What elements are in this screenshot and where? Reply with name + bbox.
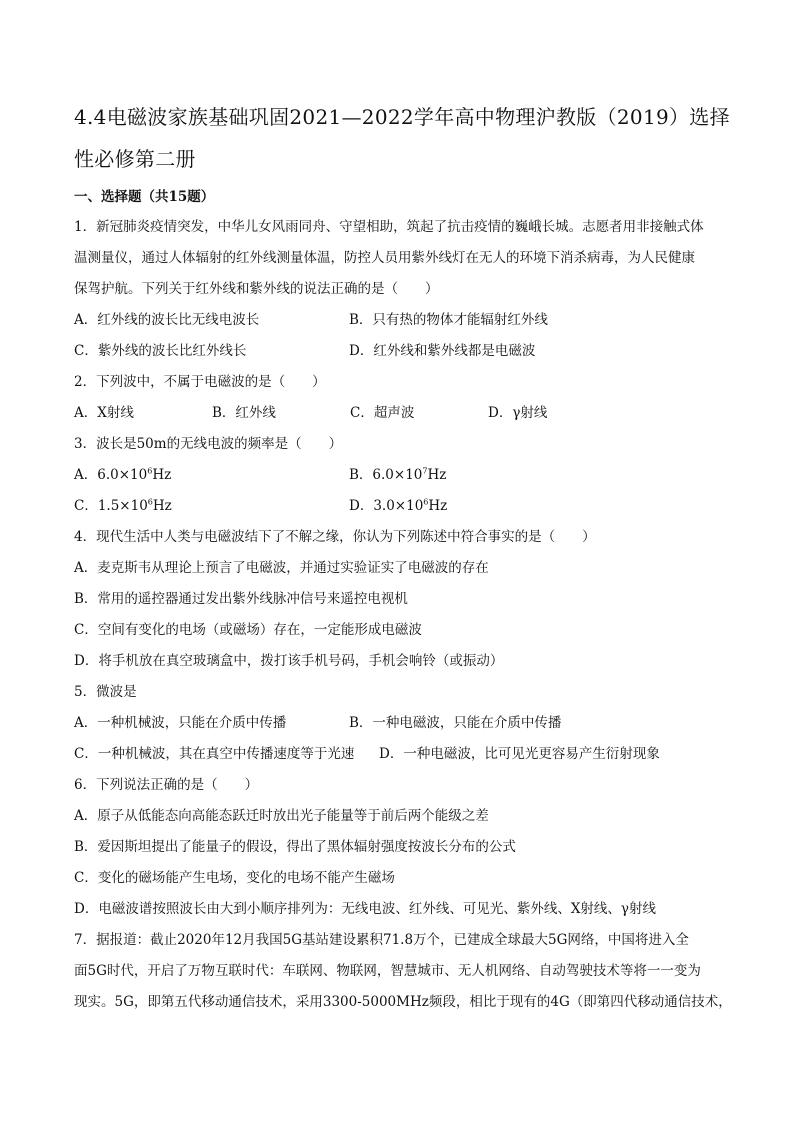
option-c <box>74 491 349 522</box>
option-b: B．一种电磁波，只能在介质中传播 <box>349 715 562 731</box>
option-b: B．常用的遥控器通过发出紫外线脉冲信号来遥控电视机 <box>74 591 408 607</box>
question-3 <box>74 429 734 522</box>
option-a: A．X射线 <box>74 405 134 421</box>
options-row <box>74 739 734 770</box>
option-base: A．6.0×10 <box>74 467 148 483</box>
option-c: C．变化的磁场能产生电场，变化的电场不能产生磁场 <box>74 870 395 886</box>
question-text-line: 1．新冠肺炎疫情突发，中华儿女风雨同舟、守望相助，筑起了抗击疫情的巍峨长城。志愿者用非接触式体 <box>74 219 704 235</box>
option-unit: Hz <box>428 498 448 514</box>
question-text-line: 温测量仪，通过人体辐射的红外线测量体温，防控人员用紫外线灯在无人的环境下消杀病毒，为人民健康 <box>74 250 695 266</box>
section-heading: 一、选择题（共15题） <box>74 189 215 205</box>
option-exponent: 7 <box>422 466 428 476</box>
option-unit: Hz <box>152 498 172 514</box>
option-b: B．红外线 <box>212 405 276 421</box>
options-row <box>74 460 734 491</box>
option-d: D．一种电磁波，比可见光更容易产生衍射现象 <box>379 746 660 762</box>
question-text-line: 6．下列说法正确的是（ ） <box>74 777 259 793</box>
option-d <box>349 491 447 522</box>
question-text-line: 现实。5G，即第五代移动通信技术，采用3300-5000MHz频段，相比于现有的4G（即第四代移动通信技术， <box>74 994 732 1010</box>
question-5 <box>74 677 734 770</box>
option-base: D．3.0×10 <box>349 498 424 514</box>
option-unit: Hz <box>152 467 172 483</box>
question-1 <box>74 212 734 367</box>
option-a: A．一种机械波，只能在介质中传播 <box>74 715 287 731</box>
option-d: D．γ射线 <box>488 405 548 421</box>
option-a: A．原子从低能态向高能态跃迁时放出光子能量等于前后两个能级之差 <box>74 808 489 824</box>
question-6 <box>74 770 734 925</box>
question-text-line: 3．波长是50m的无线电波的频率是（ ） <box>74 436 343 452</box>
options-row <box>74 491 734 522</box>
options-row <box>74 336 734 367</box>
question-7 <box>74 925 734 1018</box>
option-a <box>74 460 349 491</box>
option-b <box>349 460 446 491</box>
question-text-line: 2．下列波中，不属于电磁波的是（ ） <box>74 374 326 390</box>
option-d: D．红外线和紫外线都是电磁波 <box>349 343 536 359</box>
option-c: C．超声波 <box>350 405 415 421</box>
option-c: C．紫外线的波长比红外线长 <box>74 343 247 359</box>
options-row <box>74 305 734 336</box>
option-a: A．红外线的波长比无线电波长 <box>74 312 260 328</box>
option-exponent: 6 <box>423 497 429 507</box>
question-text-line: 7．据报道：截止2020年12月我国5G基站建设累积71.8万个，已建成全球最大5G网络，中国将进入全 <box>74 932 689 948</box>
question-text-line: 5．微波是 <box>74 684 137 700</box>
option-b: B．只有热的物体才能辐射红外线 <box>349 312 548 328</box>
options-row <box>74 708 734 739</box>
option-a: A．麦克斯韦从理论上预言了电磁波，并通过实验证实了电磁波的存在 <box>74 560 489 576</box>
option-base: C．1.5×10 <box>74 498 148 514</box>
option-base: B．6.0×10 <box>349 467 423 483</box>
question-text-line: 保驾护航。下列关于红外线和紫外线的说法正确的是（ ） <box>74 281 439 297</box>
question-text-line: 面5G时代，开启了万物互联时代：车联网、物联网，智慧城市、无人机网络、自动驾驶技术等将一一变为 <box>74 963 701 979</box>
document-title: 4.4电磁波家族基础巩固2021—2022学年高中物理沪教版（2019）选择性必修第二册 <box>74 105 730 171</box>
option-unit: Hz <box>427 467 447 483</box>
option-d: D．电磁波谱按照波长由大到小顺序排列为：无线电波、红外线、可见光、紫外线、X射线、γ射线 <box>74 901 657 917</box>
question-4 <box>74 522 734 677</box>
document-page <box>74 96 734 1018</box>
option-c: C．空间有变化的电场（或磁场）存在，一定能形成电磁波 <box>74 622 422 638</box>
option-exponent: 6 <box>147 466 153 476</box>
option-b: B．爱因斯坦提出了能量子的假设，得出了黑体辐射强度按波长分布的公式 <box>74 839 516 855</box>
question-text-line: 4．现代生活中人类与电磁波结下了不解之缘，你认为下列陈述中符合事实的是（ ） <box>74 529 596 545</box>
option-d: D．将手机放在真空玻璃盒中，拨打该手机号码，手机会响铃（或振动） <box>74 653 504 669</box>
options-row <box>74 398 734 429</box>
option-c: C．一种机械波，其在真空中传播速度等于光速 <box>74 746 355 762</box>
question-2 <box>74 367 734 429</box>
option-exponent: 6 <box>147 497 153 507</box>
